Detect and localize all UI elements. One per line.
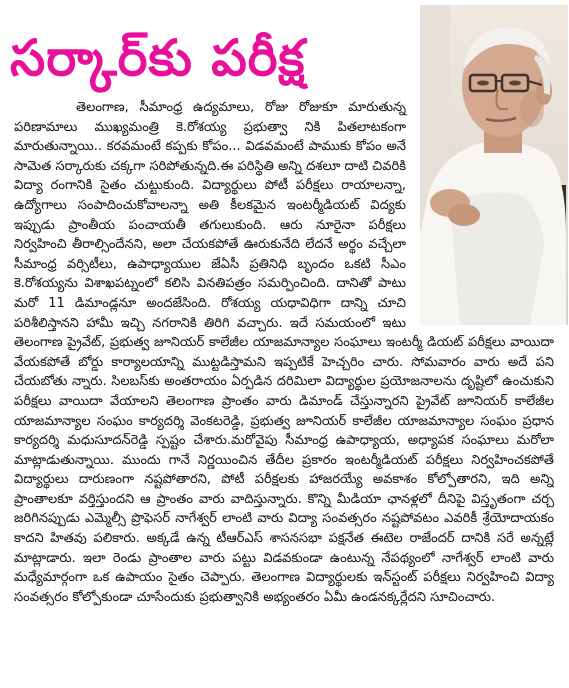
- article-body: తెలంగాణ, సీమాంధ్ర ఉద్యమాలు, రోజు రోజుకూ మారుతున్న పరిణామాలు ముఖ్యమంత్రి కె.రోశయ్య ప్రభుత్వా నికి పితలాటకంగా మారుతున్నాయి.. కరవమంటే కప్పకు కోపం... విడవమంటే పాముకు కోపం అనే సామెత సర్కారుకు చక్కగా సరిపోతున్నది.ఈ పరిస్థితి అన్ని దశలూ దాటి చివరికి విద్యా రంగానికి సైతం చుట్టుకుంది. విద్యార్థులు పోటీ పరీక్షలు రాయాలన్నా, ఉద్యోగాలు సంపాదించుకోవాలన్నా అతి కీలకమైన ఇంటర్మీడియట్‌ విద్యకు ఇప్పుడు ప్రాంతీయ పంచాయతీ తగులుకుంది. ఆరు నూరైనా పరీక్షలు నిర్వహించి తీరాల్సిందేనని, అలా చేయకపోతే ఊరుకునేది లేదనే అర్థం వచ్చేలా సీమాంధ్ర వర్సిటీలు, ఉపాధ్యాయుల జేఏసీ ప్రతినిధి బృందం ఒకటి సీఎం కె.రోశయ్యను విశాఖపట్నంలో కలిసి వినతిపత్రం సమర్పించింది. దానితో పాటు మరో 11 డిమాండ్లనూ అందజేసింది. రోశయ్య యధావిధిగా దాన్ని చూచి పరిశీలిస్తానని హామీ ఇచ్చి నగరానికి తిరిగి వచ్చారు. ఇదే సమయంలో ఇటు తెలంగాణ ప్రైవేట్‌, ప్రభుత్వ జూనియర్‌ కాలేజీల యాజమాన్యాల సంఘాలు ఇంటర్మీ డియట్‌ పరీక్షలు వాయిదా వేయకపోతే బోర్డు కార్యాలయాన్ని ముట్టడిస్తామని ఇప్పటికే హెచ్చరిం చారు. సోమవారం వారు అదే పని చేయబోతు న్నారు. సిలబస్‌కు అంతరాయం ఏర్పడిన దరిమిలా విద్యార్థుల ప్రయోజనాలను దృష్టిలో ఉంచుకుని పరీక్షలు వాయిదా వేయాలని తెలంగాణ ప్రాంతం వారు డిమాండ్‌ చేస్తున్నారని ప్రైవేట్‌ జూనియర్‌ కాలేజీల యాజమాన్యాల సంఘం కార్యదర్శి వెంకటరెడ్డి, ప్రభుత్వ జూనియర్‌ కాలేజీల యాజమాన్యాల సంఘం ప్రధాన కార్యదర్శి మధుసూదన్‌రెడ్డి స్పష్టం చేశారు.మరోవైపు సీమాంధ్ర ఉపాధ్యాయ, అధ్యాపక సంఘాలు మరోలా మాట్లాడుతున్నాయి. ముందు గానే నిర్ణయించిన తేదీల ప్రకారం ఇంటర్మీడియట్‌ పరీక్షలు నిర్వహించకపోతే విద్యార్థులు దారుణంగా నష్టపోతారని, పోటీ పరీక్షలకు హాజరయ్యే అవకాశం కోల్పోతారని, ఇది అన్ని ప్రాంతాలకూ వర్తిస్తుందని ఆ ప్రాంతం వారు వాదిస్తున్నారు. కొన్ని మీడియా ఛానళ్లలో దీనిపై విస్తృతంగా చర్చ జరిగినప్పుడు ఎమ్మెల్సీ ప్రొఫెసర్‌ నాగేశ్వర్‌ లాంటి వారు విద్యా సంవత్సరం నష్టపోవటం ఎవరికీ శ్రేయోదాయకం కాదని హితవు పలికారు. అక్కడే ఉన్న టీఆర్‌ఎస్‌ శాసనసభా పక్షనేత ఈటెల రాజేందర్‌ దానికి సరే అన్నట్లే మాట్లాడారు. ఇలా రెండు ప్రాంతాల వారు పట్టు విడవకుండా ఉంటున్న నేపథ్యంలో నాగేశ్వర్‌ లాంటి వారు మధ్యేమార్గంగా ఒక ఉపాయం సైతం చెప్పారు. తెలంగాణ విద్యార్థులకు ఇన్‌స్టంట్‌ పరీక్షలు నిర్వహించి విద్యా సంవత్సరం కోల్పోకుండా చూసేందుకు ప్రభుత్వానికి అభ్యంతరం ఏమీ ఉండనక్కర్లేదని సూచించారు.: [14, 100, 554, 605]
- photo-wrap-spacer: [412, 98, 554, 320]
- headline: సర్కార్‌కు పరీక్ష: [10, 29, 306, 87]
- article-body-column: [14, 98, 554, 683]
